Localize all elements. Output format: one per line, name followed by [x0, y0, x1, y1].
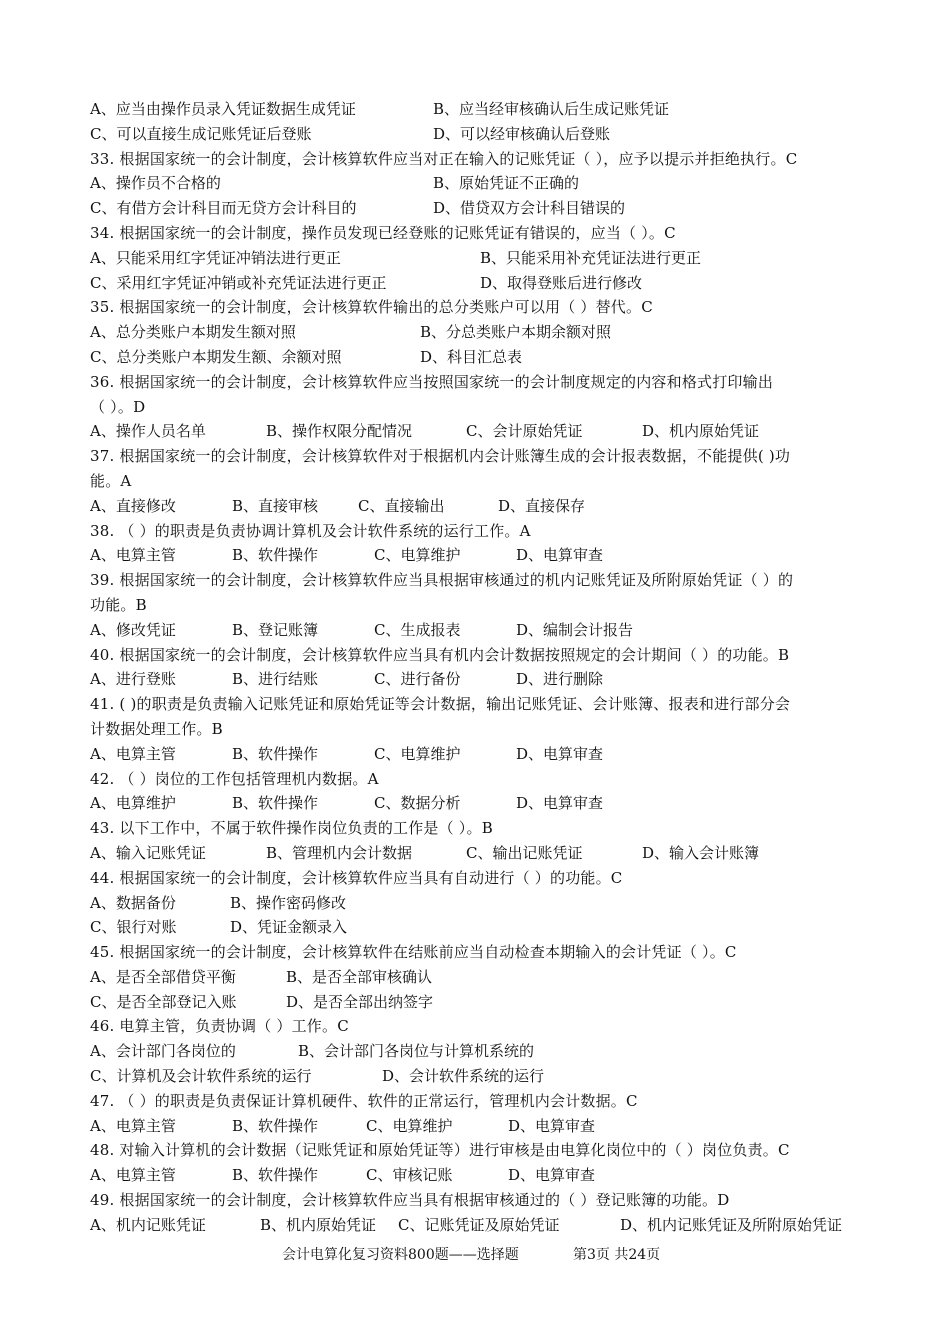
text-line	[90, 742, 865, 767]
text-line	[90, 915, 865, 940]
option-text: A、修改凭证	[90, 620, 176, 639]
text-line	[90, 1039, 865, 1064]
text-line	[90, 791, 865, 816]
question-text: 33. 根据国家统一的会计制度，会计核算软件应当对正在输入的记账凭证（ ），应予以提示并拒绝执行。C	[90, 149, 798, 168]
option-text: D、会计软件系统的运行	[382, 1067, 545, 1086]
option-text: C、生成报表	[374, 620, 461, 639]
text-line	[90, 667, 865, 692]
option-text: C、电算维护	[374, 546, 461, 565]
question-text: 计数据处理工作。B	[90, 719, 223, 738]
option-text: C、银行对账	[90, 918, 177, 937]
question-text: （ ）。D	[90, 397, 146, 416]
option-text: D、编制会计报告	[516, 620, 634, 639]
option-text: B、软件操作	[232, 546, 319, 565]
option-text: B、应当经审核确认后生成记账凭证	[433, 100, 670, 118]
question-text: 37. 根据国家统一的会计制度，会计核算软件对于根据机内会计账簿生成的会计报表数据，不能提供( )功	[90, 447, 791, 466]
option-text: D、电算审查	[508, 1166, 596, 1185]
option-text: B、只能采用补充凭证法进行更正	[480, 248, 702, 267]
option-text: A、会计部门各岗位的	[90, 1042, 236, 1061]
question-text: 44. 根据国家统一的会计制度，会计核算软件应当具有自动进行（ ）的功能。C	[90, 868, 623, 887]
option-text: C、总分类账户本期发生额、余额对照	[90, 347, 342, 366]
question-text: 38. （ ）的职责是负责协调计算机及会计软件系统的运行工作。A	[90, 521, 531, 540]
text-line	[90, 147, 865, 172]
option-text: A、操作人员名单	[90, 422, 206, 441]
option-text: A、输入记账凭证	[90, 843, 206, 862]
option-text: A、机内记账凭证	[90, 1215, 206, 1234]
option-text: B、是否全部审核确认	[286, 967, 433, 986]
question-text: 41. ( )的职责是负责输入记账凭证和原始凭证等会计数据，输出记账凭证、会计账簿、报表和进行部分会	[90, 695, 791, 714]
option-text: C、计算机及会计软件系统的运行	[90, 1067, 312, 1086]
text-line	[90, 866, 865, 891]
text-line	[90, 1138, 865, 1163]
option-text: B、直接审核	[232, 496, 319, 515]
text-line	[90, 965, 865, 990]
text-line	[90, 1014, 865, 1039]
text-line	[90, 891, 865, 916]
text-line	[90, 271, 865, 296]
option-text: B、原始凭证不正确的	[433, 174, 580, 193]
text-line	[90, 246, 865, 271]
option-text: D、是否全部出纳签字	[286, 992, 434, 1011]
option-text: C、采用红字凭证冲销或补充凭证法进行更正	[90, 273, 387, 292]
option-text: A、进行登账	[90, 670, 176, 689]
option-text: A、总分类账户本期发生额对照	[90, 323, 296, 342]
text-line	[90, 171, 865, 196]
text-line	[90, 990, 865, 1015]
option-text: D、电算审查	[516, 546, 604, 565]
option-text: B、会计部门各岗位与计算机系统的	[298, 1042, 535, 1061]
option-text: A、应当由操作员录入凭证数据生成凭证	[90, 100, 356, 118]
text-line	[90, 196, 865, 221]
text-line	[90, 568, 865, 593]
option-text: B、进行结账	[232, 670, 319, 689]
option-text: C、是否全部登记入账	[90, 992, 237, 1011]
text-line	[90, 370, 865, 395]
text-line	[90, 717, 865, 742]
question-text: 45. 根据国家统一的会计制度，会计核算软件在结账前应当自动检查本期输入的会计凭证（ ）。C	[90, 943, 737, 962]
option-text: A、是否全部借贷平衡	[90, 967, 236, 986]
question-text: 能。A	[90, 471, 132, 490]
option-text: A、数据备份	[90, 893, 176, 912]
option-text: D、输入会计账簿	[642, 843, 760, 862]
text-line	[90, 1163, 865, 1188]
option-text: C、有借方会计科目而无贷方会计科目的	[90, 199, 357, 218]
text-line	[90, 395, 865, 420]
question-text: 48. 对输入计算机的会计数据（记账凭证和原始凭证等）进行审核是由电算化岗位中的（ ）岗位负责。C	[90, 1141, 790, 1160]
text-line	[90, 841, 865, 866]
option-text: B、软件操作	[232, 1116, 319, 1135]
text-line	[90, 444, 865, 469]
text-line	[90, 122, 865, 147]
text-line	[90, 543, 865, 568]
question-text: 47. （ ）的职责是负责保证计算机硬件、软件的正常运行，管理机内会计数据。C	[90, 1091, 638, 1110]
option-text: A、只能采用红字凭证冲销法进行更正	[90, 248, 341, 267]
option-text: B、软件操作	[232, 1166, 319, 1185]
option-text: A、电算主管	[90, 1116, 176, 1135]
text-line	[90, 295, 865, 320]
option-text: B、操作密码修改	[230, 893, 347, 912]
option-text: B、登记账簿	[232, 620, 319, 639]
text-line	[90, 97, 865, 122]
option-text: D、机内记账凭证及所附原始凭证	[620, 1215, 843, 1234]
option-text: C、可以直接生成记账凭证后登账	[90, 124, 312, 143]
option-text: D、直接保存	[498, 496, 586, 515]
text-line	[90, 1213, 865, 1238]
question-text: 40. 根据国家统一的会计制度，会计核算软件应当具有机内会计数据按照规定的会计期间（ ）的功能。B	[90, 645, 790, 664]
text-line	[90, 419, 865, 444]
question-text: 49. 根据国家统一的会计制度，会计核算软件应当具有根据审核通过的（ ）登记账簿的功能。D	[90, 1191, 730, 1210]
text-line	[90, 320, 865, 345]
question-text: 43. 以下工作中，不属于软件操作岗位负责的工作是（ ）。B	[90, 819, 493, 838]
option-text: C、审核记账	[366, 1166, 453, 1185]
question-text: 39. 根据国家统一的会计制度，会计核算软件应当具根据审核通过的机内记账凭证及所附原始凭证（ ）的	[90, 571, 794, 590]
option-text: D、可以经审核确认后登账	[433, 124, 611, 143]
option-text: B、管理机内会计数据	[266, 843, 413, 862]
option-text: A、操作员不合格的	[90, 174, 221, 193]
option-text: D、进行删除	[516, 670, 604, 689]
text-line	[90, 618, 865, 643]
option-text: C、电算维护	[374, 744, 461, 763]
option-text: A、电算维护	[90, 794, 176, 813]
option-text: C、电算维护	[366, 1116, 453, 1135]
option-text: A、直接修改	[90, 496, 176, 515]
question-text: 功能。B	[90, 595, 147, 614]
option-text: D、借贷双方会计科目错误的	[433, 199, 626, 218]
text-line	[90, 494, 865, 519]
option-text: B、机内原始凭证	[260, 1215, 377, 1234]
text-line	[90, 1114, 865, 1139]
option-text: D、电算审查	[516, 794, 604, 813]
question-text: 46. 电算主管，负责协调（ ）工作。C	[90, 1017, 349, 1036]
text-line	[90, 692, 865, 717]
text-line	[90, 1089, 865, 1114]
question-text: 42. （ ）岗位的工作包括管理机内数据。A	[90, 769, 379, 788]
option-text: A、电算主管	[90, 744, 176, 763]
option-text: B、软件操作	[232, 744, 319, 763]
option-text: C、数据分析	[374, 794, 461, 813]
text-line	[90, 940, 865, 965]
option-text: C、直接输出	[358, 496, 445, 515]
option-text: A、电算主管	[90, 546, 176, 565]
option-text: D、科目汇总表	[420, 347, 523, 366]
option-text: D、凭证金额录入	[230, 918, 348, 937]
text-line	[90, 469, 865, 494]
text-line	[90, 1188, 865, 1213]
question-text: 36. 根据国家统一的会计制度，会计核算软件应当按照国家统一的会计制度规定的内容和格式打印输出	[90, 372, 774, 391]
text-line	[90, 593, 865, 618]
footer-page-number: 第3页 共24页	[573, 1247, 661, 1263]
option-text: C、输出记账凭证	[466, 843, 583, 862]
option-text: B、软件操作	[232, 794, 319, 813]
text-line	[90, 816, 865, 841]
option-text: C、会计原始凭证	[466, 422, 583, 441]
text-line	[90, 519, 865, 544]
question-text: 35. 根据国家统一的会计制度，会计核算软件输出的总分类账户可以用（ ）替代。C	[90, 298, 653, 317]
option-text: D、电算审查	[516, 744, 604, 763]
question-text: 34. 根据国家统一的会计制度，操作员发现已经登账的记账凭证有错误的，应当（ ）。C	[90, 223, 676, 242]
text-line	[90, 1064, 865, 1089]
option-text: B、操作权限分配情况	[266, 422, 413, 441]
option-text: A、电算主管	[90, 1166, 176, 1185]
text-line	[90, 767, 865, 792]
option-text: C、记账凭证及原始凭证	[398, 1215, 560, 1234]
option-text: D、机内原始凭证	[642, 422, 760, 441]
footer-title: 会计电算化复习资料800题——选择题	[282, 1247, 519, 1263]
option-text: D、取得登账后进行修改	[480, 273, 643, 292]
option-text: D、电算审查	[508, 1116, 596, 1135]
question-list	[90, 97, 865, 1238]
option-text: B、分总类账户本期余额对照	[420, 323, 612, 342]
text-line	[90, 221, 865, 246]
text-line	[90, 345, 865, 370]
text-line	[90, 643, 865, 668]
option-text: C、进行备份	[374, 670, 461, 689]
